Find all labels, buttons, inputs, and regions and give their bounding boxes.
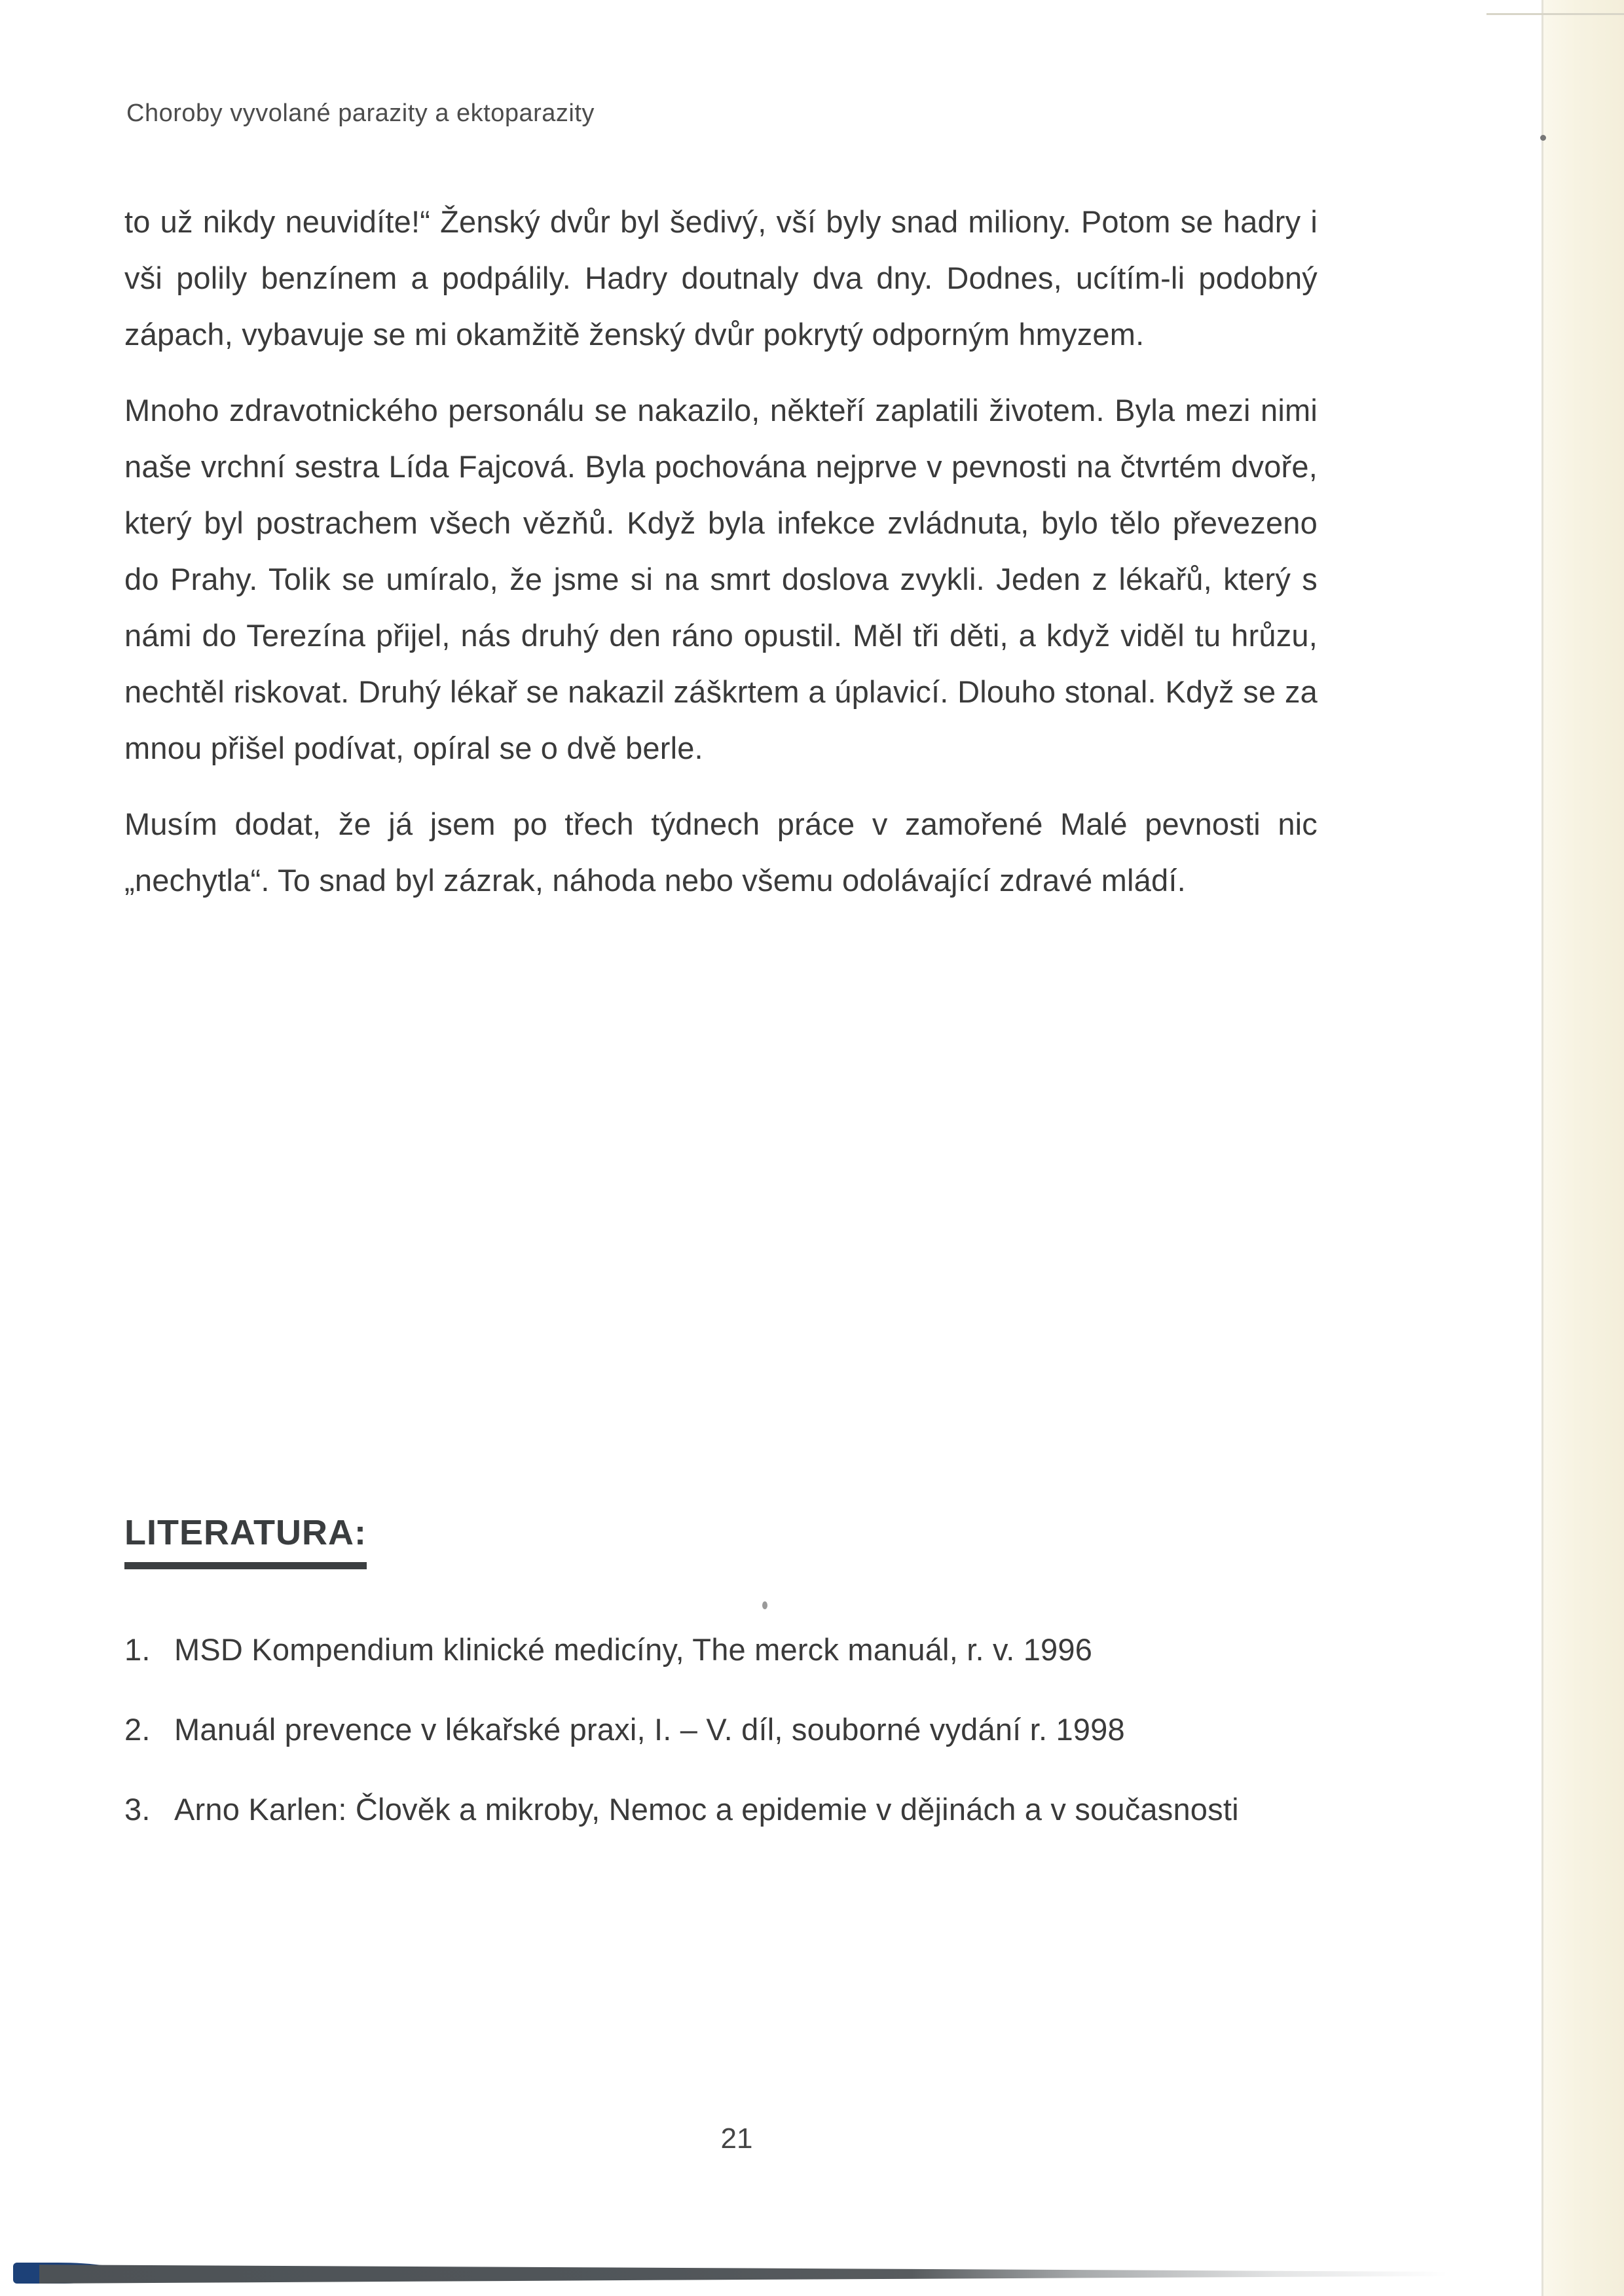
body-text xyxy=(124,194,1318,928)
list-item-text: MSD Kompendium klinické medicíny, The merck manuál, r. v. 1996 xyxy=(174,1632,1093,1667)
paragraph-1: to už nikdy neuvidíte!“ Ženský dvůr byl šedivý, vší byly snad miliony. Potom se hadry i vši polily benzínem a podpálily. Hadry doutnaly dva dny. Dodnes, ucítím-li podobný zápach, vybavuje se mi okamžitě ženský dvůr pokrytý odporným hmyzem. xyxy=(124,204,1318,352)
paragraph-2: Mnoho zdravotnického personálu se nakazilo, někteří zaplatili životem. Byla mezi nimi naše vrchní sestra Lída Fajcová. Byla pochována nejprve v pevnosti na čtvrtém dvoře, který byl postrachem všech vězňů. Když byla infekce zvládnuta, bylo tělo převezeno do Prahy. Tolik se umíralo, že jsme si na smrt doslova zvykli. Jeden z lékařů, který s námi do Terezína přijel, nás druhý den ráno opustil. Měl tři děti, a když viděl tu hrůzu, nechtěl riskovat. Druhý lékař se nakazil záškrtem a úplavicí. Dlouho stonal. Když se za mnou přišel podívat, opíral se o dvě berle. xyxy=(124,393,1318,765)
list-item xyxy=(124,1631,1342,1668)
page-edge-fold-line xyxy=(1486,13,1624,15)
literatura-list xyxy=(124,1631,1342,1871)
page-edge-strip xyxy=(1541,0,1624,2296)
list-item xyxy=(124,1711,1342,1748)
list-item xyxy=(124,1791,1342,1828)
list-item-text: Arno Karlen: Člověk a mikroby, Nemoc a epidemie v dějinách a v současnosti xyxy=(174,1792,1239,1827)
list-item-number: 3. xyxy=(124,1792,151,1827)
literatura-heading-text: LITERATURA: xyxy=(124,1512,367,1569)
page-number: 21 xyxy=(720,2123,753,2155)
list-item-text: Manuál prevence v lékařské praxi, I. – V. díl, souborné vydání r. 1998 xyxy=(174,1712,1125,1747)
running-header: Choroby vyvolané parazity a ektoparazity xyxy=(126,100,595,127)
list-item-number: 1. xyxy=(124,1632,151,1667)
scan-speckle xyxy=(1540,135,1546,141)
book-edge-shadow-bar xyxy=(39,2264,1447,2284)
scan-speckle xyxy=(762,1601,767,1609)
paragraph-3: Musím dodat, že já jsem po třech týdnech práce v zamořené Malé pevnosti nic „nechytla“. To snad byl zázrak, náhoda nebo všemu odolávající zdravé mládí. xyxy=(124,807,1318,898)
literatura-heading xyxy=(124,1512,367,1569)
list-item-number: 2. xyxy=(124,1712,151,1747)
